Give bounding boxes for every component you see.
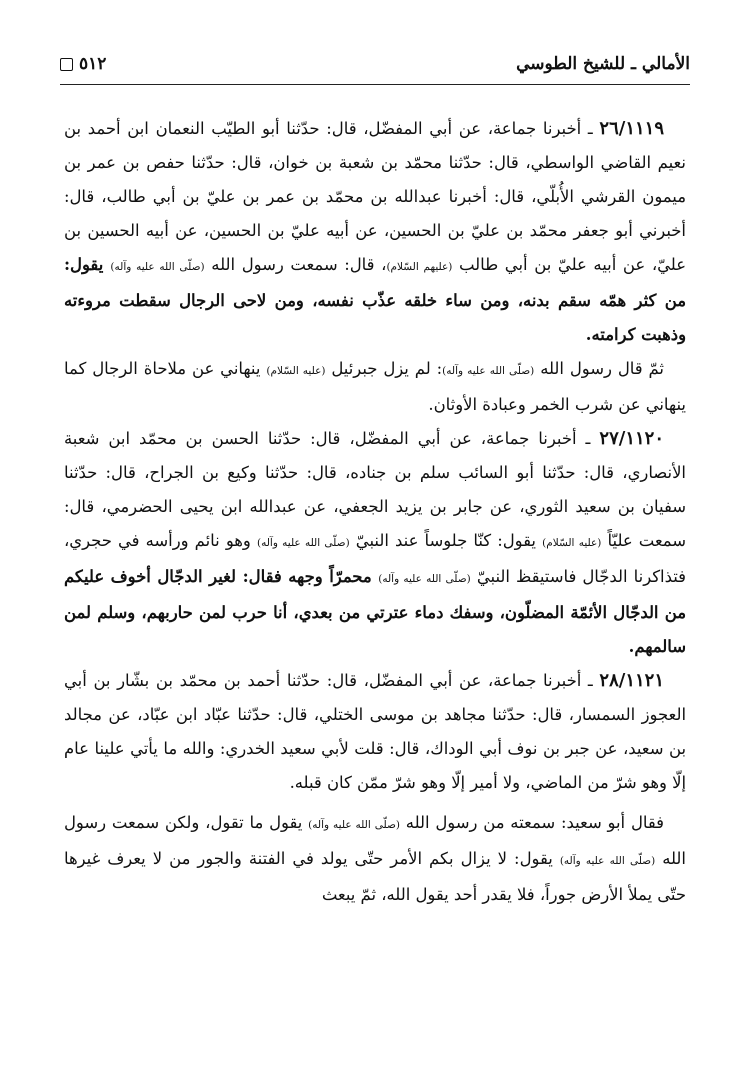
text-span: ـ أخبرنا جماعة، عن أبي المفضّل، قال: حدّثنا أحمد بن محمّد بن بشّار بن أبي العجوز السمسار، قال: حدّثنا مجاهد بن موسى الختلي، قال: حدّثنا عبّاد ابن عبّاد، عن مجالد بن سعيد، عن جبر بن نوف أبي الوداك، قال: قلت لأبي سعيد الخدري: والله ما يأتي علينا عام إلّا وهو شرّ من الماضي، ولا أمير إلّا وهو شرّ ممّن كان قبله. bbox=[64, 671, 686, 792]
honorific: (صلّى الله عليه وآله) bbox=[559, 855, 656, 867]
hadith-paragraph bbox=[64, 664, 686, 800]
hadith-paragraph bbox=[64, 352, 686, 422]
hadith-number: ٢٨/١١٢١ bbox=[599, 670, 664, 691]
text-span: يقول: كنّا جلوساً عند النبيّ bbox=[349, 531, 543, 550]
text-span: محمرّاً وجهه فقال: لغير الدجّال أخوف عليكم من الدجّال الأئمّة المضلّون، وسفك دماء عترتي من بعدي، أنا حرب لمن حاربهم، وسلم لمن سالمهم. bbox=[64, 567, 686, 656]
text-span: ـ أخبرنا جماعة، عن أبي المفضّل، قال: حدّثنا الحسن بن محمّد ابن شعبة الأنصاري، قال: حدّثنا أبو السائب سلم بن جناده، قال: حدّثنا وكيع بن الجراح، قال: حدّثنا سفيان بن سعيد الثوري، عن جابر بن يزيد الجعفي، عن عبدالله ابن يحيى الحضرمي، قال: سمعت عليّاً bbox=[64, 429, 687, 550]
text-span: ثمّ قال رسول الله bbox=[534, 359, 664, 378]
hadith-number: ٢٧/١١٢٠ bbox=[599, 428, 664, 449]
text-span: يقول: من كثر همّه سقم بدنه، ومن ساء خلقه عذّب نفسه، ومن لاحى الرجال سقطت مروءته وذهبت كرامته. bbox=[64, 255, 686, 344]
hadith-number: ٢٦/١١١٩ bbox=[599, 118, 664, 139]
running-title: الأمالي ـ للشيخ الطوسي bbox=[516, 54, 690, 74]
honorific: (صلّى الله عليه وآله) bbox=[442, 365, 535, 377]
text-span: : لم يزل جبرئيل bbox=[325, 359, 443, 378]
page-body bbox=[64, 112, 686, 912]
hadith-paragraph bbox=[64, 806, 686, 912]
honorific: (صلّى الله عليه وآله) bbox=[256, 537, 350, 549]
honorific: (عليهم السّلام) bbox=[386, 261, 453, 273]
text-span: ، قال: سمعت رسول الله bbox=[204, 255, 387, 274]
text-span: ـ أخبرنا جماعة، عن أبي المفضّل، قال: حدّثنا أبو الطيّب النعمان ابن أحمد بن نعيم القاضي الواسطي، قال: حدّثنا محمّد بن شعبة بن خوان، قال: حدّثنا حفص بن عمر بن ميمون القرشي الأُبلّي، قال: أخبرنا عبدالله بن محمّد بن عمر بن عليّ بن أبي طالب، قال: أخبرني أبو جعفر محمّد بن عليّ بن الحسين، عن أبيه عليّ بن الحسين، عن أبيه الحسين بن عليّ، عن أبيه عليّ بن أبي طالب bbox=[64, 119, 686, 274]
honorific: (صلّى الله عليه وآله) bbox=[110, 261, 205, 273]
honorific: (عليه السّلام) bbox=[266, 365, 326, 377]
text-span: فقال أبو سعيد: سمعته من رسول الله bbox=[399, 813, 664, 832]
hadith-paragraph bbox=[64, 112, 686, 352]
square-ornament-icon bbox=[60, 58, 73, 71]
page-number-value: ٥١٢ bbox=[79, 54, 107, 74]
text-span: يقول ما تقول، ولكن سمعت رسول الله bbox=[64, 813, 686, 868]
text-span: ينهاني عن ملاحاة الرجال كما ينهاني عن شرب الخمر وعبادة الأوثان. bbox=[64, 359, 686, 414]
page-number bbox=[60, 54, 106, 74]
honorific: (عليه السّلام) bbox=[542, 537, 602, 549]
honorific: (صلّى الله عليه وآله) bbox=[378, 573, 471, 585]
text-span: وهو نائم ورأسه في حجري، فتذاكرنا الدجّال فاستيقظ النبيّ bbox=[64, 531, 686, 586]
hadith-paragraph bbox=[64, 422, 686, 664]
honorific: (صلّى الله عليه وآله) bbox=[308, 819, 400, 831]
text-span: يقول: لا يزال بكم الأمر حتّى يولد في الفتنة والجور من لا يعرف غيرها حتّى يملأ الأرض جوراً، فلا يقدر أحد يقول الله، ثمّ يبعث bbox=[64, 849, 686, 904]
page-header bbox=[60, 44, 690, 85]
